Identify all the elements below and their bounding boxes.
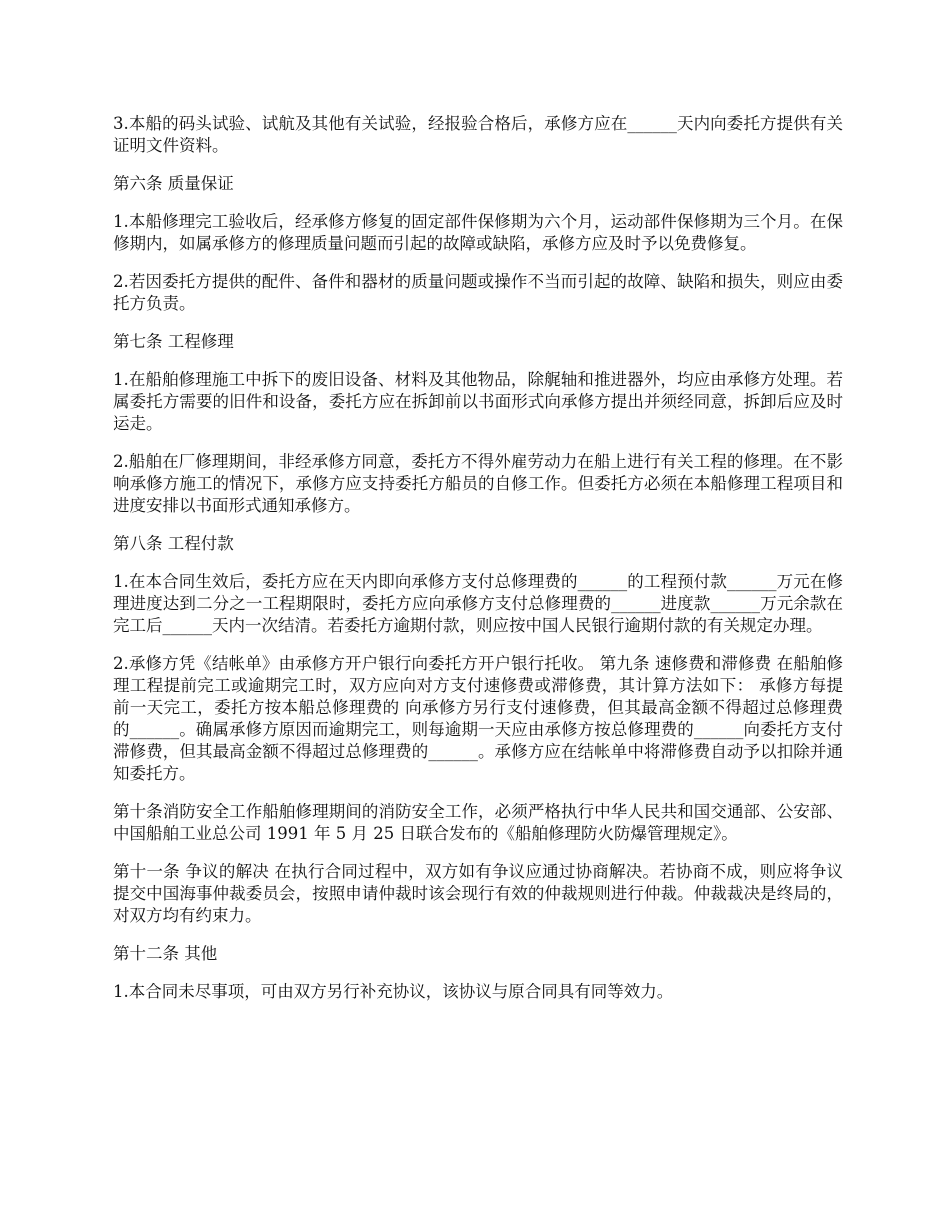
article-8-item-1: 1.在本合同生效后，委托方应在天内即向承修方支付总修理费的______的工程预付款______万元在修理进度达到二分之一工程期限时，委托方应向承修方支付总修理费的______进度款______万元余款在完工后______天内一次结清。若委托方逾期付款，则应按中国人民银行逾期付款的有关规定办理。 [113,572,843,635]
article-7-heading: 第七条 工程修理 [113,332,234,351]
article-10: 第十条消防安全工作船舶修理期间的消防安全工作，必须严格执行中华人民共和国交通部、公安部、中国船舶工业总公司 1991 年 5 月 25 日联合发布的《船舶修理防火防爆管理规定》。 [113,802,843,843]
article-7-item-2: 2.船舶在厂修理期间，非经承修方同意，委托方不得外雇劳动力在船上进行有关工程的修理。在不影响承修方施工的情况下，承修方应支持委托方船员的自修工作。但委托方必须在本船修理工程项目和进度安排以书面形式通知承修方。 [113,452,843,515]
article-6-item-1: 1.本船修理完工验收后，经承修方修复的固定部件保修期为六个月，运动部件保修期为三个月。在保修期内，如属承修方的修理质量问题而引起的故障或缺陷，承修方应及时予以免费修复。 [113,212,843,253]
document-body [113,113,843,1019]
article-12-heading: 第十二条 其他 [113,944,218,963]
article-11: 第十一条 争议的解决 在执行合同过程中，双方如有争议应通过协商解决。若协商不成，则应将争议提交中国海事仲裁委员会，按照申请仲裁时该会现行有效的仲裁规则进行仲裁。仲裁裁决是终局的，对双方均有约束力。 [113,862,843,925]
article-6-item-2: 2.若因委托方提供的配件、备件和器材的质量问题或操作不当而引起的故障、缺陷和损失，则应由委托方负责。 [113,272,843,313]
article-12-item-1: 1.本合同未尽事项，可由双方另行补充协议，该协议与原合同具有同等效力。 [113,982,674,1001]
article-7-item-1: 1.在船舶修理施工中拆下的废旧设备、材料及其他物品，除艉轴和推进器外，均应由承修方处理。若属委托方需要的旧件和设备，委托方应在拆卸前以书面形式向承修方提出并须经同意，拆卸后应及时运走。 [113,370,843,433]
article-8-item-2-and-article-9: 2.承修方凭《结帐单》由承修方开户银行向委托方开户银行托收。 第九条 速修费和滞修费 在船舶修理工程提前完工或逾期完工时，双方应向对方支付速修费或滞修费，其计算方法如下： 承修方每提前一天完工，委托方按本船总修理费的 向承修方另行支付速修费，但其最高金额不得超过总修理费的______。确属承修方原因而逾期完工，则每逾期一天应由承修方按总修理费的______向委托方支付滞修费，但其最高金额不得超过总修理费的______。承修方应在结帐单中将滞修费自动予以扣除并通知委托方。 [113,654,843,783]
article-6-heading: 第六条 质量保证 [113,174,234,193]
article-8-heading: 第八条 工程付款 [113,534,234,553]
clause-5-item-3: 3.本船的码头试验、试航及其他有关试验，经报验合格后，承修方应在______天内向委托方提供有关证明文件资料。 [113,114,843,155]
